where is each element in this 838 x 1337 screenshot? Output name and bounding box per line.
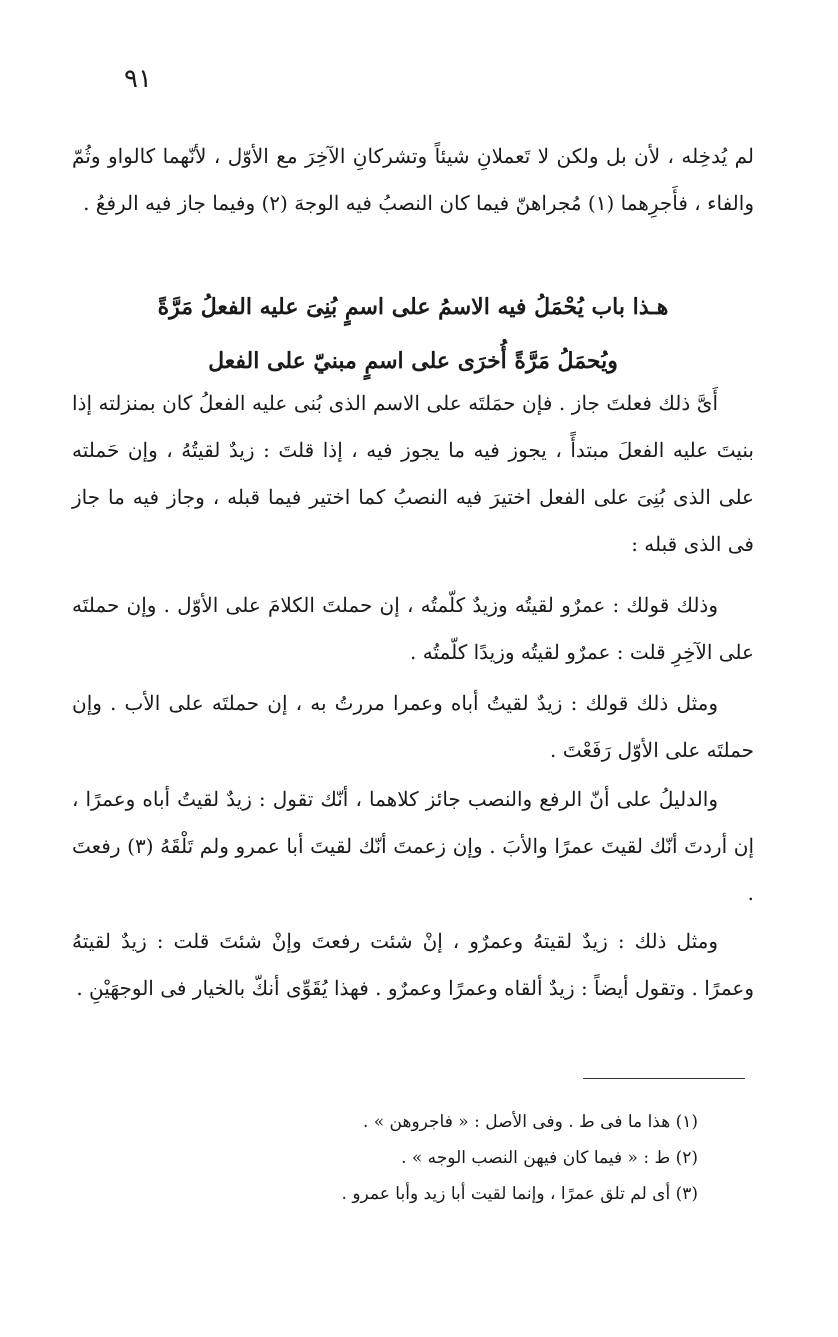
- paragraph-example-2: [72, 680, 754, 774]
- paragraph-example-3: [72, 918, 754, 1012]
- page-number: ٩١: [124, 64, 152, 94]
- paragraph-example-1: [72, 582, 754, 676]
- chapter-heading-line-2: ويُحمَلُ مَرَّةً أُخرَى على اسمٍ مبنيّ على الفعل: [208, 348, 618, 374]
- paragraph-example-1-text: وذلك قولك : عمرٌو لقيتُه وزيدٌ كلّمتُه ، إن حملتَ الكلامَ على الأوّل . وإن حملتَه على الآخِرِ قلت : عمرٌو لقيتُه وزيدًا كلّمتُه .: [72, 593, 754, 664]
- paragraph-example-2-text: ومثل ذلك قولك : زيدٌ لقيتُ أباه وعمرا مررتُ به ، إن حملتَه على الأب . وإن حملتَه على الأوّل رَفَعْتَ .: [72, 691, 754, 762]
- paragraph-intro-text: أَىَّ ذلك فعلتَ جاز . فإن حمَلتَه على الاسم الذى بُنى عليه الفعلُ كان بمنزلته إذا بنيتَ عليه الفعلَ مبتدأً ، يجوز فيه ما يجوز فيه ، إذا قلتَ : زيدٌ لقيتُهُ ، وإن حَملته على الذى بُنِىَ على الفعل اختيرَ فيه النصبُ كما اختير فيما قبله ، وجاز فيه ما جاز فى الذى قبله :: [72, 391, 754, 556]
- footnote-1: (١) هذا ما فى ط . وفى الأصل : « فاجروهن » .: [362, 1112, 698, 1132]
- paragraph-intro: [72, 380, 754, 568]
- paragraph-continuation: لم يُدخِله ، لأن بل ولكن لا تَعملانِ شيئاً وتشركانِ الآخِرَ مع الأوّل ، لأنّهما كالواو وثُمّ والفاء ، فأَجرِهما (١) مُجراهنّ فيما كان النصبُ فيه الوجهَ (٢) وفيما جاز فيه الرفعُ .: [72, 144, 754, 215]
- paragraph-example-3-text: ومثل ذلك : زيدٌ لقيتهُ وعمرٌو ، إنْ شئت رفعتَ وإنْ شئتَ قلت : زيدٌ لقيتهُ وعمرًا . وتقول أيضاً : زيدٌ ألقاه وعمرًا وعمرٌو . فهذا يُقَوِّى أنكّ بالخيار فى الوجهَيْنِ .: [72, 929, 754, 1000]
- chapter-heading-line-1: هـذا باب يُحْمَلُ فيه الاسمُ على اسمٍ بُنِىَ عليه الفعلُ مَرَّةً: [157, 294, 669, 320]
- footnote-3: (٣) أى لم تلق عمرًا ، وإنما لقيت أبا زيد وأبا عمرو .: [341, 1184, 698, 1204]
- footnotes: [100, 1104, 698, 1212]
- paragraph-evidence-text: والدليلُ على أنّ الرفع والنصب جائز كلاهما ، أنّك تقول : زيدٌ لقيتُ أباه وعمرًا ، إن أردتَ أنّك لقيتَ عمرًا والأبَ . وإن زعمتَ أنّك لقيتَ أبا عمرو ولم تَلْقَهُ (٣) رفعتَ .: [72, 787, 755, 905]
- footnote-2: (٢) ط : « فيما كان فيهن النصب الوجه » .: [401, 1148, 698, 1168]
- footnote-divider: [583, 1078, 745, 1079]
- paragraph-evidence: [72, 776, 754, 917]
